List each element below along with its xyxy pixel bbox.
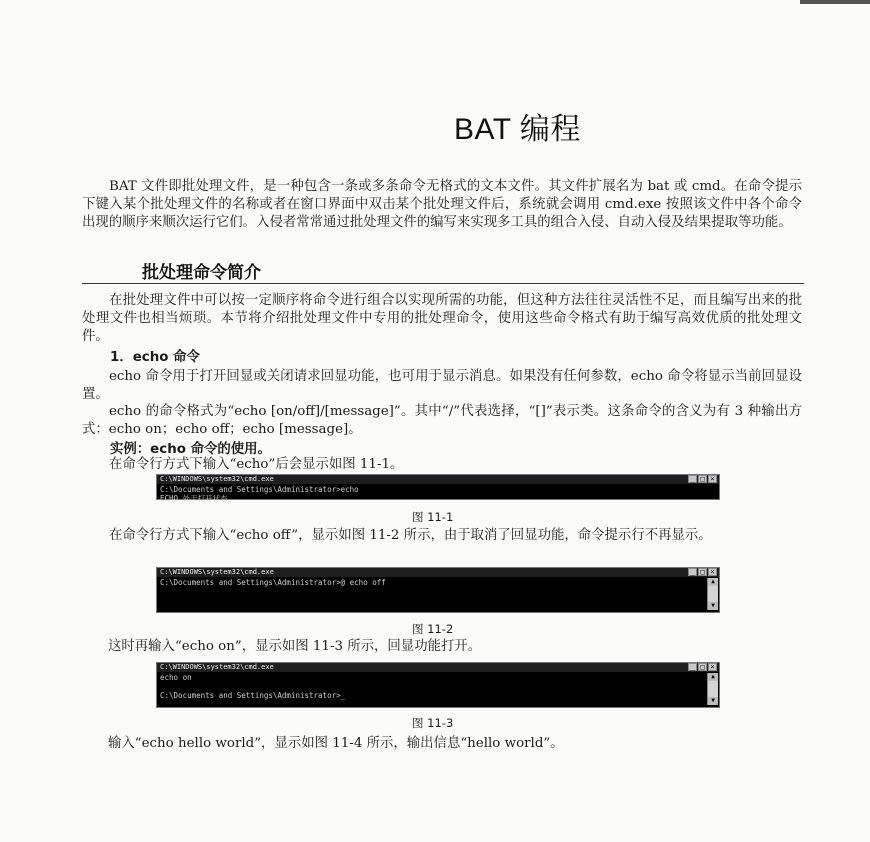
section-intro-paragraph: 在批处理文件中可以按一定顺序将命令进行组合以实现所需的功能，但这种方法往往灵活性不足，而且编写出来的批处理文件也相当烦琐。本节将介绍批处理文件中专用的批处理命令，使用这些命令格式有助于编写高效优质的批处理文件。 [82, 293, 802, 344]
vertical-scrollbar[interactable] [707, 578, 718, 610]
cmd-title: C:\WINDOWS\system32\cmd.exe [160, 475, 274, 483]
section-rule [82, 283, 804, 284]
close-button[interactable]: × [708, 663, 717, 671]
cmd-titlebar [157, 475, 719, 484]
section-heading: 批处理命令简介 [142, 263, 261, 283]
minimize-button[interactable]: _ [688, 663, 697, 671]
maximize-button[interactable]: □ [698, 568, 707, 576]
figure-caption: 图 11-2 [412, 622, 454, 636]
subsection-heading-echo: 1．echo 命令 [110, 350, 200, 365]
echo-description: echo 命令用于打开回显或关闭请求回显功能，也可用于显示消息。如果没有任何参数，echo 命令将显示当前回显设置。 [82, 369, 802, 402]
cmd-titlebar [157, 568, 719, 577]
vertical-scrollbar[interactable] [707, 673, 718, 705]
step3-text: 这时再输入“echo on”，显示如图 11-3 所示，回显功能打开。 [108, 639, 482, 654]
console-line: C:\Documents and Settings\Administrator>_ [160, 691, 346, 700]
cmd-console[interactable] [157, 672, 719, 706]
close-button[interactable]: × [708, 475, 717, 483]
close-button[interactable]: × [708, 568, 717, 576]
cmd-window-fig2 [156, 567, 720, 613]
cmd-title: C:\WINDOWS\system32\cmd.exe [160, 663, 274, 671]
echo-format: echo 的命令格式为“echo [on/off]/[message]”。其中“/”代表选择，“[]”表示类。这条命令的含义为有 3 种输出方式：echo on；echo off；echo [message]。 [82, 404, 802, 437]
cmd-title: C:\WINDOWS\system32\cmd.exe [160, 568, 274, 576]
step1-text: 在命令行方式下输入“echo”后会显示如图 11-1。 [109, 457, 404, 472]
maximize-button[interactable]: □ [698, 663, 707, 671]
cmd-titlebar [157, 663, 719, 672]
step2-text: 在命令行方式下输入“echo off”，显示如图 11-2 所示，由于取消了回显功能，命令提示行不再显示。 [109, 528, 712, 543]
scroll-down-icon[interactable]: ▼ [708, 697, 718, 705]
figure-caption: 图 11-3 [412, 716, 454, 730]
minimize-button[interactable]: _ [688, 475, 697, 483]
page-edge-mark [800, 0, 870, 4]
cmd-console[interactable] [157, 577, 719, 611]
step4-text: 输入“echo hello world”，显示如图 11-4 所示，输出信息“hello world”。 [108, 736, 564, 751]
example-heading: 实例：echo 命令的使用。 [110, 442, 271, 457]
scroll-up-icon[interactable]: ▲ [708, 578, 718, 586]
scroll-up-icon[interactable]: ▲ [708, 673, 718, 681]
page-title: BAT 编程 [454, 113, 581, 146]
cmd-window-fig1 [156, 474, 720, 503]
figure-caption: 图 11-1 [412, 510, 454, 524]
console-line: C:\Documents and Settings\Administrator>@ echo off [160, 578, 386, 587]
scroll-down-icon[interactable]: ▼ [708, 602, 718, 610]
console-line: echo on [160, 673, 192, 682]
cmd-console[interactable] [157, 484, 719, 503]
minimize-button[interactable]: _ [688, 568, 697, 576]
maximize-button[interactable]: □ [698, 475, 707, 483]
intro-paragraph: BAT 文件即批处理文件，是一种包含一条或多条命令无格式的文本文件。其文件扩展名为 bat 或 cmd。在命令提示下键入某个批处理文件的名称或者在窗口界面中双击某个批处理文件后，系统就会调用 cmd.exe 按照该文件中各个命令出现的顺序来顺次运行它们。入侵者常常通过批处理文件的编写来实现多工具的组合入侵、自动入侵及结果提取等功能。 [82, 179, 802, 230]
console-line: ECHO 处于打开状态。 [160, 494, 236, 503]
cmd-window-fig3 [156, 662, 720, 708]
console-line: C:\Documents and Settings\Administrator>echo [160, 485, 359, 494]
